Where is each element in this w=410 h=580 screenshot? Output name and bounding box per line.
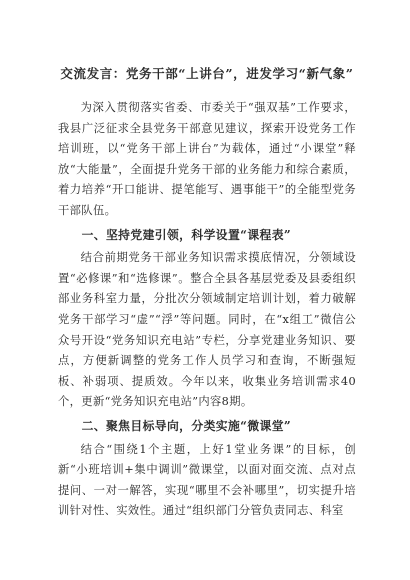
section-1-heading: 一、坚持党建引领，科学设置“课程表” (81, 227, 292, 242)
document-title: 交流发言：党务干部“上讲台”，进发学习“新气象” (60, 66, 354, 81)
section-2-paragraph: 结合“围绕1个主题，上好1堂业务课”的目标，创新“小班培训+集中调训”微课堂，以面对面交流、点对点提问、一对一解答，实现“哪里不会补哪里”，切实提升培训针对性、实效性。通过“组织部门分管负责同志、科室 (58, 442, 356, 518)
intro-paragraph: 为深入贯彻落实省委、市委关于“强双基”工作要求，我县广泛征求全县党务干部意见建议，探索开设党务工作培训班，以“党务干部上讲台”为载体，通过“小课堂”释放“大能量”，全面提升党务干部的业务能力和综合素质，着力培养“开口能讲、提笔能写、遇事能干”的全能型党务干部队伍。 (58, 101, 356, 217)
section-2-heading: 二、聚焦目标导向，分类实施“微课堂” (81, 418, 292, 433)
section-1-paragraph: 结合前期党务干部业务知识需求摸底情况，分领域设置“必修课”和“选修课”。整合全县各基层党委及县委组织部业务科室力量，分批次分领域制定培训计划，着力破解党务干部学习“虚”“浮”等问题。同时，在“x组工”微信公众号开设“党务知识充电站”专栏，分享党建业务知识、要点，方便新调整的党务工作人员学习和查询，不断强短板、补弱项、提质效。今年以来，收集业务培训需求40个，更新“党务知识充电站”内容8期。 (58, 251, 356, 409)
